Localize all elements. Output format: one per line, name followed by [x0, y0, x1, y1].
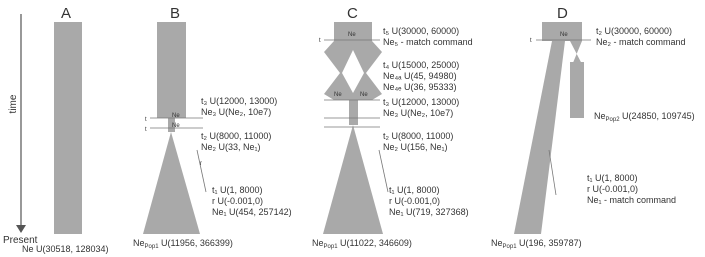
panel-b-nepop1-label: $Ne_{Pop1}$ U(11956, 366399)	[133, 238, 233, 250]
panel-c-t3-label: t₃ U(12000, 13000)	[383, 97, 460, 107]
panel-c-ne3-label: Ne₃ U(Ne₂, 10e7)	[383, 108, 454, 118]
panel-b-title: B	[170, 5, 181, 22]
panel-b-t3-label: t₃ U(12000, 13000)	[201, 96, 278, 106]
panel-c-ne4a-marker: Ne	[334, 92, 342, 98]
panel-b-ne1-label: Ne₁ U(454, 257142)	[212, 207, 292, 217]
panel-c-ne2-label: Ne₂ U(156, Ne₁)	[383, 142, 448, 152]
panel-d-nepop2-label: $Ne_{Pop2}$ U(24850, 109745)	[594, 111, 695, 123]
panel-c-ne4b-marker: Ne	[360, 92, 368, 98]
panel-c-t5-label: t₅ U(30000, 60000)	[383, 26, 460, 36]
panel-d-pop1-branch	[514, 41, 565, 234]
panel-c-ne1-label: Ne₁ U(719, 327368)	[389, 207, 469, 217]
panel-d-t2-label: t₂ U(30000, 60000)	[596, 26, 673, 36]
panel-b-r-label: r U(-0.001,0)	[212, 196, 264, 206]
panel-d-t2-marker: t	[530, 38, 532, 44]
panel-c-t2-label: t₂ U(8000, 11000)	[383, 131, 454, 141]
panel-d-t1-label: t₁ U(1, 8000)	[587, 173, 638, 183]
panel-c-r-label: r U(-0.001,0)	[389, 196, 441, 206]
panel-a-ne-label: Ne U(30518, 128034)	[22, 244, 109, 254]
panel-b-t3-marker: t	[145, 117, 147, 123]
panel-c	[312, 5, 473, 250]
panel-b-t1-label: t₁ U(1, 8000)	[212, 185, 263, 195]
panel-d-title: D	[557, 5, 568, 22]
panel-d-r-label: r U(-0.001,0)	[587, 184, 639, 194]
panel-c-bottleneck	[349, 100, 358, 125]
panel-b-t2-marker: t	[145, 127, 147, 133]
panel-b	[133, 5, 292, 250]
panel-b-ne2-label: Ne₂ U(33, Ne₁)	[201, 142, 261, 152]
panel-b-r-marker: r	[200, 161, 202, 167]
panel-b-ne2-marker: Ne	[172, 123, 180, 129]
panel-d-ne1-label: Ne₁ - match command	[587, 195, 677, 205]
panel-d-nepop1-label: $Ne_{Pop1}$ U(196, 359787)	[491, 238, 582, 250]
panel-b-t2-label: t₂ U(8000, 11000)	[201, 131, 272, 141]
time-axis-label: time	[8, 94, 19, 114]
panel-c-ne4b-label: Ne₄ₑ U(36, 95333)	[383, 82, 457, 92]
panel-b-ne3-marker: Ne	[172, 113, 180, 119]
panel-c-ne5-marker: Ne	[348, 32, 356, 38]
panel-c-t1-label: t₁ U(1, 8000)	[389, 185, 440, 195]
panel-a	[22, 5, 109, 254]
panel-c-title: C	[347, 5, 358, 22]
panel-b-ne3-label: Ne₃ U(Ne₂, 10e7)	[201, 107, 272, 117]
panel-c-expansion-cone	[323, 125, 383, 234]
panel-c-nepop1-label: $Ne_{Pop1}$ U(11022, 346609)	[312, 238, 412, 250]
present-label: Present	[3, 235, 38, 246]
panel-a-population-bar	[54, 22, 82, 234]
panel-d	[491, 5, 695, 250]
panel-c-t4-label: t₄ U(15000, 25000)	[383, 60, 460, 70]
panel-c-ne5-label: Ne₅ - match command	[383, 37, 473, 47]
panel-b-expansion-cone	[143, 132, 200, 234]
panel-a-title: A	[61, 5, 72, 22]
panel-c-ne4a-label: Ne₄ₐ U(45, 94980)	[383, 71, 457, 81]
panel-d-pop2-bar	[570, 62, 584, 118]
time-axis	[3, 14, 38, 246]
panel-c-t5-marker: t	[319, 38, 321, 44]
panel-d-ne2-label: Ne₂ - match command	[596, 37, 686, 47]
panel-d-ne2-marker: Ne	[560, 32, 568, 38]
panel-b-ancestral-bar	[157, 22, 186, 118]
